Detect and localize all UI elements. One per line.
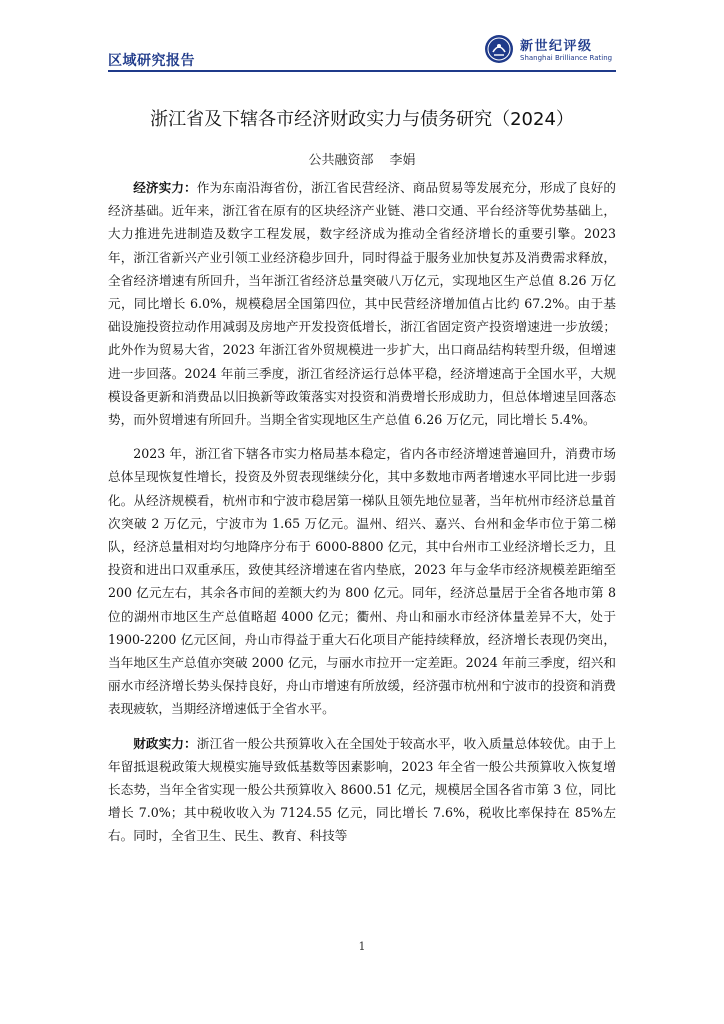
paragraph-city-economy (108, 442, 616, 720)
author-line (108, 149, 616, 168)
rating-agency-logo (484, 32, 624, 68)
paragraph-lead: 财政实力： (133, 735, 197, 751)
logo-chinese-name: 新世纪评级 (520, 39, 593, 54)
paragraph-economic-strength (108, 176, 616, 431)
department-name: 公共融资部 (308, 153, 374, 168)
document-title: 浙江省及下辖各市经济财政实力与债务研究（2024） (150, 109, 574, 130)
paragraph-text: 浙江省一般公共预算收入在全国处于较高水平，收入质量总体较优。由于上年留抵退税政策大规模实施导致低基数等因素影响，2023 年全省一般公共预算收入恢复增长态势，当年全省实现一般公共预算收入 8600.51 亿元，规模居全国各省市第 3 位，同比增长 7.0%；其中税收收入为 7124.55 亿元，同比增长 7.6%，税收比率保持在 85%左右。同时，全省卫生、民生、教育、科技等 (108, 735, 617, 844)
paragraph-text: 作为东南沿海省份，浙江省民营经济、商品贸易等发展充分，形成了良好的经济基础。近年来，浙江省在原有的区块经济产业链、港口交通、平台经济等优势基础上，大力推进先进制造及数字工程发展，数字经济成为推动全省经济增长的重要引擎。2023 年，浙江省新兴产业引领工业经济稳步回升，同时得益于服务业加快复苏及消费需求释放，全省经济增速有所回升，当年浙江省经济总量突破八万亿元，实现地区生产总值 8.26 万亿元，同比增长 6.0%，规模稳居全国第四位，其中民营经济增加值占比约 67.2%。由于基础设施投资拉动作用减弱及房地产开发投资低增长，浙江省固定资产投资增速进一步放缓；此外作为贸易大省，2023 年浙江省外贸规模进一步扩大，出口商品结构转型升级，但增速进一步回落。2024 年前三季度，浙江省经济运行总体平稳，经济增速高于全国水平，大规模设备更新和消费品以旧换新等政策落实对投资和消费增长形成助力，但总体增速呈回落态势，而外贸增速有所回升。当期全省实现地区生产总值 6.26 万亿元，同比增长 5.4%。 (108, 180, 617, 428)
paragraph-fiscal-strength (108, 732, 616, 848)
logo-english-name: Shanghai Brilliance Rating (520, 54, 613, 62)
report-body (108, 176, 616, 859)
header-divider (108, 70, 616, 72)
report-category-label: 区域研究报告 (108, 53, 195, 69)
author-name: 李娟 (389, 153, 416, 168)
page-number: 1 (358, 940, 366, 953)
paragraph-text: 2023 年，浙江省下辖各市实力格局基本稳定，省内各市经济增速普遍回升，消费市场总体呈现恢复性增长，投资及外贸表现继续分化，其中多数地市两者增速水平同比进一步弱化。从经济规模看，杭州市和宁波市稳居第一梯队且领先地位显著，当年杭州市经济总量首次突破 2 万亿元，宁波市为 1.65 万亿元。温州、绍兴、嘉兴、台州和金华市位于第二梯队，经济总量相对均匀地降序分布于 6000-8800 亿元，其中台州市工业经济增长乏力，且投资和进出口双重承压，致使其经济增速在省内垫底，2023 年与金华市经济规模差距缩至 200 亿元左右，其余各市间的差额大约为 800 亿元。同年，经济总量居于全省各地市第 8 位的湖州市地区生产总值略超 4000 亿元；衢州、舟山和丽水市经济体量差异不大，处于 1900-2200 亿元区间，舟山市得益于重大石化项目产能持续释放，经济增长表现仍突出，当年地区生产总值亦突破 2000 亿元，与丽水市拉开一定差距。2024 年前三季度，绍兴和丽水市经济增长势头保持良好，舟山市增速有所放缓，经济强市杭州和宁波市的投资和消费表现疲软，当期经济增速低于全省水平。 (108, 446, 616, 717)
logo-emblem-icon (484, 34, 514, 64)
paragraph-lead: 经济实力： (133, 180, 197, 195)
